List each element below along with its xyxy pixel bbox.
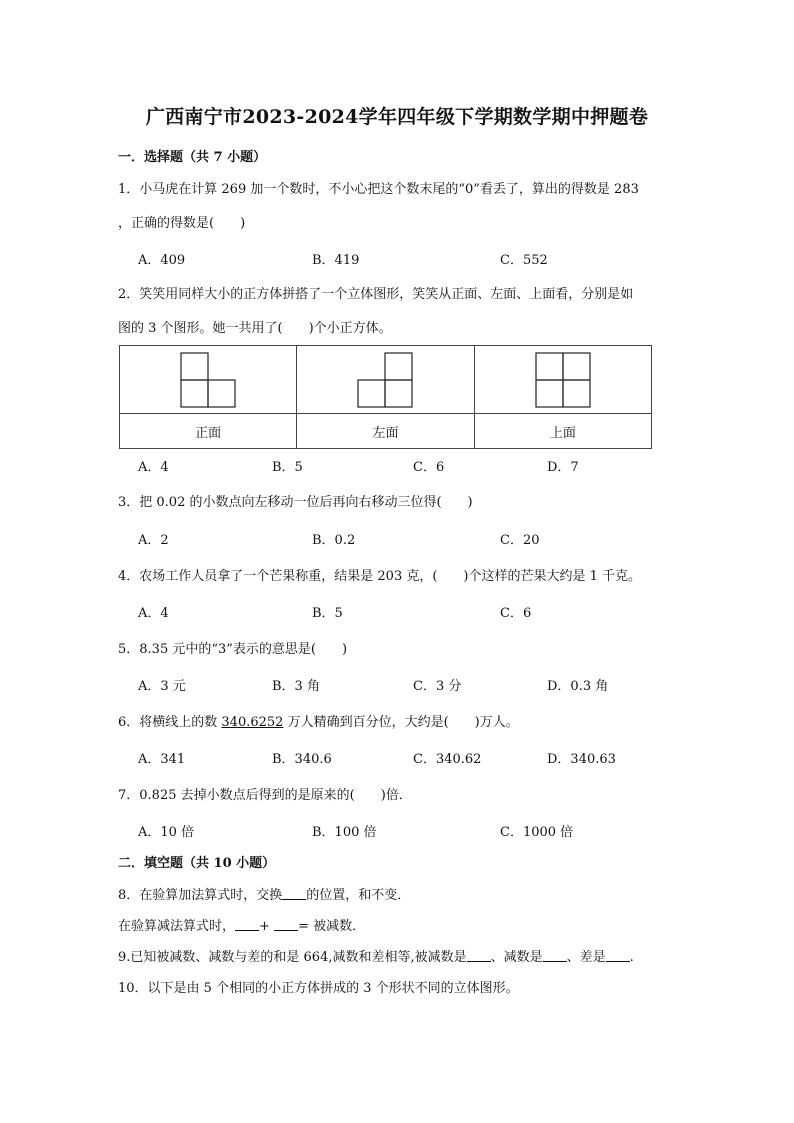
q1-option-c[interactable]: C．552 <box>500 253 548 268</box>
left-view-label: 左面 <box>297 414 474 449</box>
q5-option-b[interactable]: B．3 角 <box>272 679 320 694</box>
q6-option-a[interactable]: A．341 <box>138 752 186 767</box>
q7-option-c[interactable]: C．1000 倍 <box>500 825 574 840</box>
q8-text-c: 在验算减法算式时， <box>118 919 236 934</box>
q6-option-b[interactable]: B．340.6 <box>272 752 332 767</box>
top-view-label: 上面 <box>474 414 651 449</box>
q1-option-b[interactable]: B．419 <box>312 253 360 268</box>
q8-text-d: = 被减数． <box>298 919 366 934</box>
q3-option-a[interactable]: A．2 <box>138 533 169 548</box>
page-title: 广西南宁市2023-2024学年四年级下学期数学期中押题卷 <box>145 106 649 128</box>
left-view-cell <box>297 346 474 414</box>
q6-prefix: 6．将横线上的数 <box>118 715 222 730</box>
top-view-figure <box>535 352 591 408</box>
q2-option-a[interactable]: A．4 <box>138 460 169 475</box>
q7-option-b[interactable]: B．100 倍 <box>312 825 377 840</box>
question-7-line-1: 7．0.825 去掉小数点后得到的是原来的( )倍． <box>118 788 412 803</box>
question-5-line-1: 5．8.35 元中的“3”表示的意思是( ) <box>118 642 348 657</box>
q9-blank-minuend[interactable] <box>467 949 491 962</box>
q9-text-d: . <box>629 950 634 965</box>
q9-text-c: 、差是 <box>566 950 606 965</box>
q8-blank-2[interactable] <box>235 918 259 931</box>
q6-underlined-number: 340.6252 <box>221 715 284 730</box>
question-6-line-1 <box>118 711 519 730</box>
q4-option-b[interactable]: B．5 <box>312 606 343 621</box>
q7-option-a[interactable]: A．10 倍 <box>138 825 195 840</box>
q8-text-a: 8．在验算加法算式时，交换 <box>118 888 283 903</box>
q5-option-a[interactable]: A．3 元 <box>138 679 186 694</box>
q9-blank-difference[interactable] <box>606 949 630 962</box>
q4-option-c[interactable]: C．6 <box>500 606 532 621</box>
q9-text-b: 、减数是 <box>490 950 543 965</box>
question-4-line-1: 4．农场工作人员拿了一个芒果称重，结果是 203 克，( )个这样的芒果大约是 1 千克。 <box>118 569 642 584</box>
q6-suffix: 万人精确到百分位，大约是( )万人。 <box>283 715 519 730</box>
q4-option-a[interactable]: A．4 <box>138 606 169 621</box>
section-heading-fill: 二．填空题（共 10 小题） <box>118 856 276 871</box>
q1-option-a[interactable]: A．409 <box>138 253 186 268</box>
question-10-line-1: 10．以下是由 5 个相同的小正方体拼成的 3 个形状不同的立体图形。 <box>118 981 519 996</box>
front-view-figure <box>180 352 236 408</box>
front-view-label: 正面 <box>120 414 297 449</box>
q6-option-d[interactable]: D．340.63 <box>547 752 616 767</box>
q2-option-d[interactable]: D．7 <box>547 460 579 475</box>
question-8-line-1 <box>118 884 410 903</box>
question-1-line-1: 1．小马虎在计算 269 加一个数时，不小心把这个数末尾的“0”看丢了，算出的得数是 283 <box>118 182 639 197</box>
question-9-line-1 <box>118 946 634 965</box>
views-table <box>119 345 652 449</box>
q6-option-c[interactable]: C．340.62 <box>413 752 482 767</box>
q8-blank-1[interactable] <box>282 887 306 900</box>
q5-option-c[interactable]: C．3 分 <box>413 679 462 694</box>
q8-blank-3[interactable] <box>274 918 298 931</box>
question-2-line-1: 2．笑笑用同样大小的正方体拼搭了一个立体图形，笑笑从正面、左面、上面看，分别是如 <box>118 287 634 302</box>
q5-option-d[interactable]: D．0.3 角 <box>547 679 609 694</box>
section-heading-choice: 一．选择题（共 7 小题） <box>118 150 267 165</box>
q9-blank-subtrahend[interactable] <box>543 949 567 962</box>
top-view-cell <box>474 346 651 414</box>
question-2-line-2: 图的 3 个图形。她一共用了( )个小正方体。 <box>118 321 392 336</box>
q3-option-c[interactable]: C．20 <box>500 533 540 548</box>
front-view-cell <box>120 346 297 414</box>
q8-text-b: 的位置，和不变． <box>306 888 411 903</box>
q2-option-b[interactable]: B．5 <box>272 460 303 475</box>
left-view-figure <box>357 352 413 408</box>
question-3-line-1: 3．把 0.02 的小数点向左移动一位后再向右移动三位得( ) <box>118 495 473 510</box>
q3-option-b[interactable]: B．0.2 <box>312 533 356 548</box>
q2-option-c[interactable]: C．6 <box>413 460 445 475</box>
question-1-line-2: ，正确的得数是( ) <box>118 216 246 231</box>
q9-text-a: 9.已知被减数、减数与差的和是 664,减数和差相等,被减数是 <box>118 950 467 965</box>
question-8-line-2 <box>118 915 365 934</box>
q8-plus: + <box>259 919 270 934</box>
